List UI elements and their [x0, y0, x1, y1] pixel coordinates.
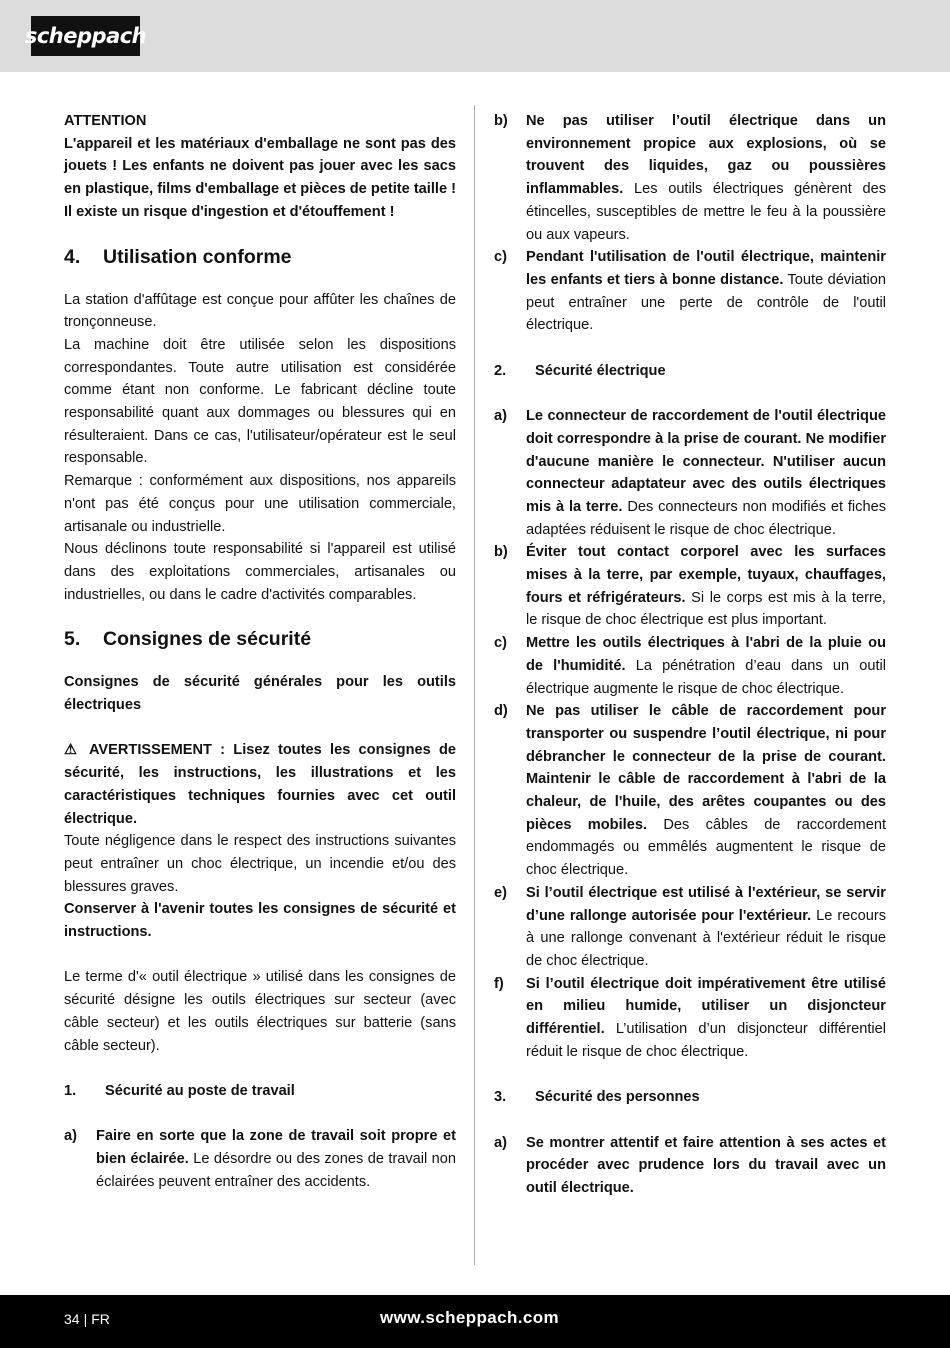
item-text: Des connecteurs non modifiés et fiches adaptées réduisent le risque de choc électrique. — [526, 498, 886, 538]
item-bold: Si l’outil électrique doit impérativement être utilisé en milieu humide, utiliser un disjoncteur différentiel. — [526, 975, 886, 1038]
item-text: La pénétration d’eau dans un outil électrique augmente le risque de choc électrique. — [526, 657, 886, 697]
item-label: d) — [494, 703, 508, 720]
subsection-number: 1. — [64, 1082, 77, 1099]
website-url: www.scheppach.com — [380, 1308, 560, 1327]
item-text: Toute déviation peut entraîner une perte de contrôle de l'outil électrique. — [526, 271, 886, 334]
list-item — [494, 110, 886, 246]
list-item — [494, 973, 886, 1064]
item-text: Le désordre ou des zones de travail non éclairées peuvent entraîner des accidents. — [96, 1151, 457, 1190]
item-text: Les outils électriques génèrent des étincelles, susceptibles de mettre le feu à la poussière ou aux vapeurs. — [526, 181, 886, 243]
keep-instructions: Conserver à l'avenir toutes les consignes de sécurité et instructions. — [64, 901, 456, 941]
section-title: Consignes de sécurité — [103, 628, 312, 651]
item-label: c) — [494, 249, 507, 266]
subsection-heading: Consignes de sécurité générales pour les outils électriques — [64, 674, 456, 714]
paragraph: Le terme d'« outil électrique » utilisé dans les consignes de sécurité désigne les outils électriques sur secteur (avec câble secteur) et les outils électriques sur batterie (sans câble secteur). — [64, 969, 456, 1054]
item-bold: Si l’outil électrique est utilisé à l'extérieur, se servir d’une rallonge autorisée pour l'extérieur. — [526, 884, 886, 924]
item-text: Des câbles de raccordement endommagés ou emmêlés augmentent le risque de choc électrique. — [526, 816, 886, 879]
warning-bold-text: AVERTISSEMENT : Lisez toutes les consignes de sécurité, les instructions, les illustrations et les caractéristiques techniques fournies avec cet outil électrique. — [64, 742, 456, 827]
right-column — [494, 110, 886, 1200]
item-label: b) — [494, 544, 508, 561]
page-header — [0, 0, 950, 72]
subsection-1-heading — [64, 1080, 456, 1103]
warning-paragraph — [64, 739, 456, 830]
section-4-heading — [64, 244, 456, 270]
footer-separator: | — [83, 1311, 88, 1327]
section-title: Utilisation conforme — [103, 245, 292, 268]
item-label: a) — [494, 408, 507, 425]
item-bold: Éviter tout contact corporel avec les surfaces mises à la terre, par exemple, tuyaux, chauffages, fours et réfrigérateurs. — [526, 544, 886, 606]
item-label: f) — [494, 975, 504, 992]
item-text: L’utilisation d’un disjoncteur différentiel réduit le risque de choc électrique. — [526, 1021, 886, 1060]
page-footer — [0, 1295, 950, 1348]
scheppach-logo: scheppach — [31, 16, 140, 56]
page-number: 34 — [64, 1311, 80, 1327]
item-bold: Se montrer attentif et faire attention à ses actes et procéder avec prudence lors du travail avec un outil électrique. — [526, 1134, 886, 1196]
subsection-title: Sécurité électrique — [535, 362, 666, 379]
item-label: a) — [494, 1134, 507, 1151]
paragraph: La machine doit être utilisée selon les dispositions correspondantes. Toute autre utilisation est considérée comme étant non conforme. Le fabricant décline toute responsabilité quant aux dommages ou blessures qui en résulteraient. Dans ce cas, l'utilisateur/opérateur est le seul responsable. — [64, 336, 456, 467]
column-divider — [474, 105, 475, 1265]
item-bold: Ne pas utiliser l’outil électrique dans un environnement propice aux explosions, où se trouvent des liquides, gaz ou poussières inflammables. — [526, 113, 886, 198]
paragraph: Remarque : conformément aux dispositions, nos appareils n'ont pas été conçus pour une utilisation commerciale, artisanale ou industrielle. — [64, 473, 456, 535]
item-label: a) — [64, 1128, 77, 1145]
section-number: 5. — [64, 628, 81, 651]
item-bold: Mettre les outils électriques à l'abri de la pluie ou de l'humidité. — [526, 635, 886, 674]
section-number: 4. — [64, 245, 81, 268]
attention-text: L'appareil et les matériaux d'emballage ne sont pas des jouets ! Les enfants ne doivent pas jouer avec les sacs en plastique, films d'emballage et pièces de petite taille ! Il existe un risque d'ingestion et d'étouffement ! — [64, 135, 456, 220]
list-item — [494, 541, 886, 632]
list-item — [494, 700, 886, 882]
item-bold: Pendant l'utilisation de l'outil électrique, maintenir les enfants et tiers à bonne distance. — [526, 249, 886, 288]
list-item — [64, 1125, 456, 1193]
list-item — [494, 405, 886, 541]
section-5-heading — [64, 626, 456, 652]
item-label: b) — [494, 113, 508, 129]
item-label: e) — [494, 884, 507, 901]
list-item — [494, 246, 886, 337]
item-bold: Faire en sorte que la zone de travail soit propre et bien éclairée. — [96, 1128, 456, 1168]
language-code: FR — [91, 1311, 110, 1327]
subsection-2-heading — [494, 360, 886, 383]
subsection-number: 2. — [494, 362, 507, 379]
subsection-title: Sécurité des personnes — [535, 1089, 700, 1106]
paragraph: La station d'affûtage est conçue pour affûter les chaînes de tronçonneuse. — [64, 291, 456, 331]
list-item — [494, 1132, 886, 1200]
paragraph: Nous déclinons toute responsabilité si l'appareil est utilisé dans des exploitations commerciales, artisanales ou industrielles, ou dans le cadre d'activités comparables. — [64, 541, 456, 603]
left-column — [64, 110, 456, 1193]
page-number-block — [64, 1311, 110, 1327]
list-item — [494, 632, 886, 700]
subsection-number: 3. — [494, 1089, 507, 1106]
item-text: Si le corps est mis à la terre, le risque de choc électrique est plus important. — [526, 589, 886, 629]
item-label: c) — [494, 635, 507, 652]
warning-triangle-icon: ⚠ — [64, 742, 82, 759]
subsection-title: Sécurité au poste de travail — [105, 1082, 295, 1099]
item-bold: Ne pas utiliser le câble de raccordement pour transporter ou suspendre l’outil électrique, ni pour débrancher le connecteur de la prise de courant. Maintenir le câble de raccordement à l'abri de la chaleur, de l'huile, des arêtes coupantes ou des pièces mobiles. — [526, 703, 886, 833]
item-bold: Le connecteur de raccordement de l'outil électrique doit correspondre à la prise de courant. Ne modifier d'aucune manière le connecteur. N'utiliser aucun connecteur adaptateur avec des outils électriques mis à la terre. — [526, 408, 886, 515]
list-item — [494, 882, 886, 973]
subsection-3-heading — [494, 1086, 886, 1109]
attention-title: ATTENTION — [64, 113, 147, 129]
paragraph: Toute négligence dans le respect des instructions suivantes peut entraîner un choc électrique, un incendie et/ou des blessures graves. — [64, 833, 456, 895]
item-text: Le recours à une rallonge convenant à l'extérieur réduit le risque de choc électrique. — [526, 907, 886, 969]
